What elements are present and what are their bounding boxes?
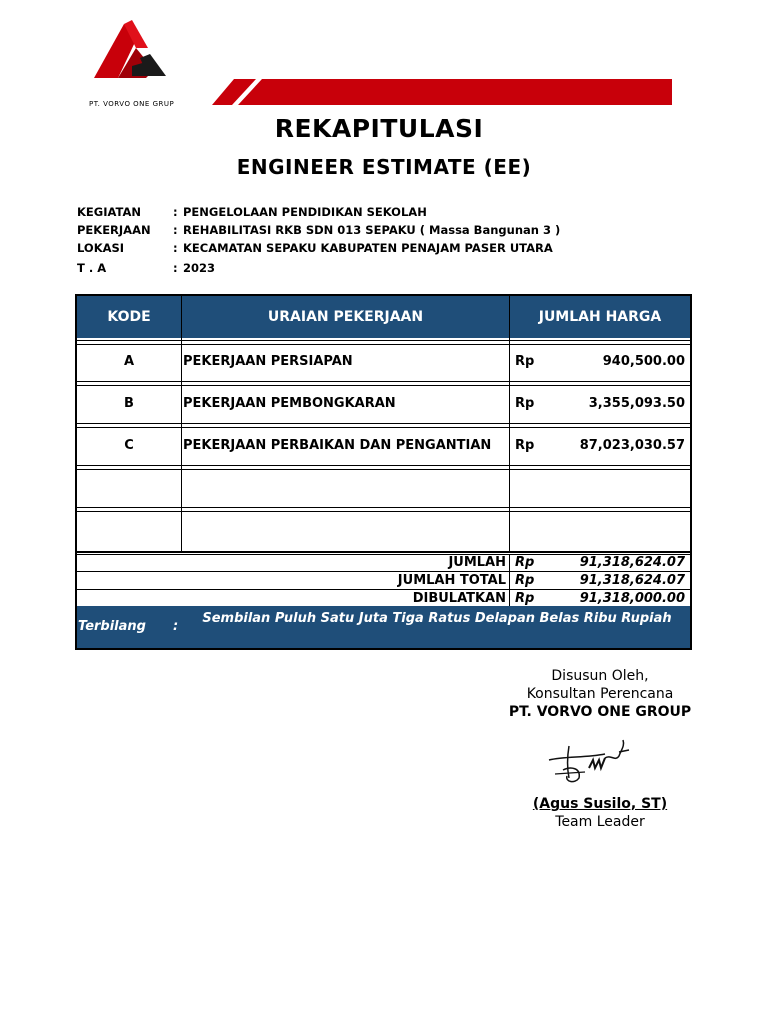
page-subtitle: ENGINEER ESTIMATE (EE) [236,155,532,179]
header-jumlah: JUMLAH HARGA [538,309,662,325]
row-divider [77,381,690,382]
column-divider [181,296,182,552]
info-colon: : [173,223,178,237]
header-banner [212,79,672,105]
row-divider [77,511,690,512]
info-value: REHABILITASI RKB SDN 013 SEPAKU ( Massa Bangunan 3 ) [183,223,561,237]
terbilang-label: Terbilang [78,619,146,634]
prepared-by: Disusun Oleh, [551,668,649,684]
info-value: PENGELOLAAN PENDIDIKAN SEKOLAH [183,205,427,219]
column-divider [509,296,510,552]
signer-name: (Agus Susilo, ST) [532,796,668,812]
terbilang-colon: : [173,619,179,634]
row-divider [77,423,690,424]
row-amount: 940,500.00 [602,354,685,369]
row-divider [77,469,690,470]
row-divider [77,427,690,428]
row-divider [77,344,690,345]
row-divider [77,340,690,341]
total-label: DIBULATKAN [412,591,506,606]
row-divider [77,385,690,386]
info-label: LOKASI [77,241,125,255]
consultant-role: Konsultan Perencana [526,686,674,702]
info-label: PEKERJAAN [77,223,151,237]
column-divider [509,554,510,606]
total-label: JUMLAH [448,555,506,570]
info-colon: : [173,241,178,255]
signature-mark [545,738,635,788]
row-amount: 87,023,030.57 [579,438,685,453]
signer-position: Team Leader [555,814,645,830]
consultant-company: PT. VORVO ONE GROUP [508,704,692,720]
header-uraian: URAIAN PEKERJAAN [267,309,424,325]
row-divider [77,507,690,508]
row-uraian: PEKERJAAN PERSIAPAN [183,354,353,369]
total-currency: Rp [515,573,535,588]
terbilang-text: Sembilan Puluh Satu Juta Tiga Ratus Delapan Belas Ribu Rupiah [202,611,672,626]
total-amount: 91,318,624.07 [579,573,685,588]
row-divider [77,571,690,572]
row-divider [77,551,690,553]
info-label: KEGIATAN [77,205,141,219]
row-kode: B [124,396,134,411]
info-colon: : [173,261,178,275]
total-amount: 91,318,624.07 [579,555,685,570]
row-amount: 3,355,093.50 [588,396,685,411]
row-kode: A [123,354,135,369]
info-value: KECAMATAN SEPAKU KABUPATEN PENAJAM PASER UTARA [183,241,553,255]
total-label: JUMLAH TOTAL [397,573,506,588]
company-logo [88,18,178,88]
header-kode: KODE [107,309,151,325]
terbilang-bar [77,606,690,648]
row-currency: Rp [515,438,535,453]
logo-caption: PT. VORVO ONE GRUP [89,100,175,108]
row-uraian: PEKERJAAN PERBAIKAN DAN PENGANTIAN [183,438,492,453]
info-value: 2023 [183,261,216,275]
row-divider [77,465,690,466]
row-currency: Rp [515,396,535,411]
row-kode: C [124,438,134,453]
info-label: T . A [77,261,107,275]
row-currency: Rp [515,354,535,369]
row-uraian: PEKERJAAN PEMBONGKARAN [183,396,396,411]
page-title: REKAPITULASI [274,114,484,143]
recap-table [75,294,692,650]
table-header [77,296,690,338]
total-currency: Rp [515,555,535,570]
row-divider [77,589,690,590]
info-colon: : [173,205,178,219]
total-amount: 91,318,000.00 [579,591,685,606]
total-currency: Rp [515,591,535,606]
